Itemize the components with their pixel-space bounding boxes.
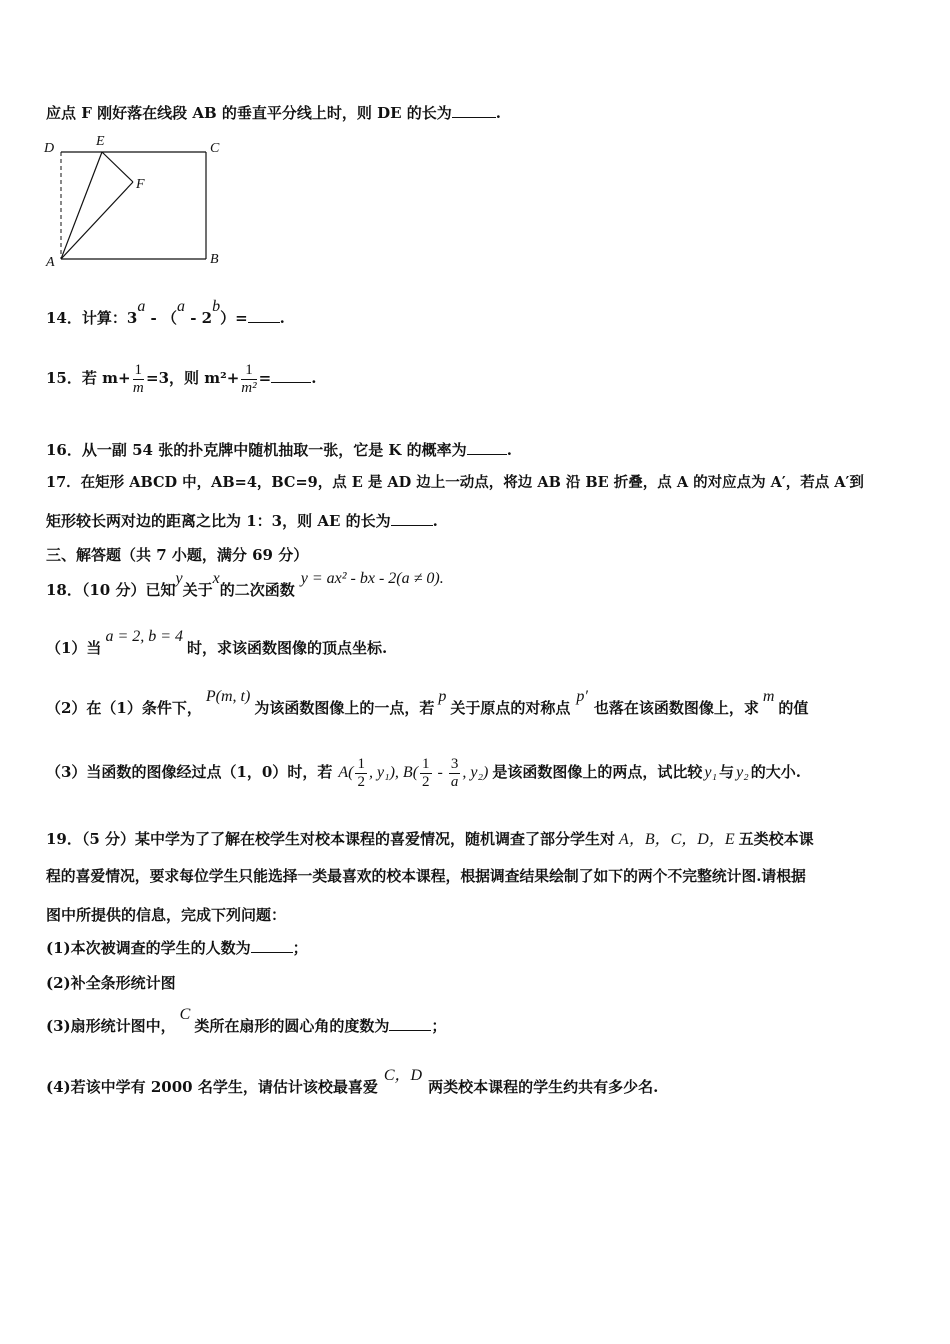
section-3-title: 三、解答题（共 7 小题，满分 69 分） — [46, 546, 309, 564]
q14-answer-blank[interactable] — [248, 308, 280, 323]
q19-line-2: 程的喜爱情况，要求每位学生只能选择一类最喜欢的校本课程，根据调查结果绘制了如下的两个不完整统计图.请根据 — [46, 868, 806, 885]
q15-fraction-2: $\frac{1}{\text{m²}}$ — [241, 361, 257, 396]
q18-fraction-a: $\frac{1}{2}$ — [357, 755, 365, 790]
q19-line-1: 19．（5 分）某中学为了了解在校学生对校本课程的喜爱情况，随机调查了部分学生对 A，B，C，D，E 五类校本课 — [46, 830, 814, 848]
label-a: A — [46, 255, 55, 270]
label-c: C — [210, 141, 220, 156]
q15-fraction-1: $\frac{1}{m}$ — [132, 361, 144, 396]
q13-answer-blank[interactable] — [452, 103, 496, 118]
q19-part-2: (2)补全条形统计图 — [46, 974, 176, 992]
q19-part-4: (4)若该中学有 2000 名学生，请估计该校最喜爱C，D两类校本课程的学生约共有多少名. — [46, 1067, 659, 1096]
q15-answer-blank[interactable] — [271, 368, 311, 383]
q14-line: 14．计算：3a - （a - 2b）= . — [46, 298, 285, 327]
q19-part-1: (1)本次被调查的学生的人数为 ； — [46, 939, 308, 957]
q18-fraction-b2: $\frac{3}{a}$ — [450, 755, 459, 790]
q19-line-3: 图中所提供的信息，完成下列问题： — [46, 906, 287, 924]
edge-af — [61, 182, 133, 259]
label-b: B — [210, 252, 219, 267]
q17-answer-blank[interactable] — [391, 511, 433, 526]
q15-line: 15．若 m+ $\frac{1}{m}$ =3，则 m²+ $\frac{1}{\text{m²}}$ = . — [46, 361, 317, 396]
q18-fraction-b1: $\frac{1}{2}$ — [422, 755, 430, 790]
edge-ef — [102, 152, 133, 182]
q19-p1-answer-blank[interactable] — [251, 938, 293, 953]
fold-line-ae — [61, 152, 102, 259]
q16-line: 16．从一副 54 张的扑克牌中随机抽取一张，它是 K 的概率为 . — [46, 441, 512, 459]
label-f: F — [136, 177, 145, 192]
q18-part-1: （1）当a = 2, b = 4时，求该函数图像的顶点坐标. — [46, 628, 388, 657]
rectangle-figure — [40, 130, 240, 270]
q19-p3-answer-blank[interactable] — [389, 1016, 431, 1031]
q18-part-2: （2）在（1）条件下，P(m, t)为该函数图像上的一点，若p关于原点的对称点p′也落在该函数图像上，求m的值 — [46, 688, 809, 717]
q13-text: 应点 F 刚好落在线段 AB 的垂直平分线上时，则 DE 的长为 — [46, 104, 452, 122]
q17-line-1: 17．在矩形 ABCD 中，AB=4，BC=9，点 E 是 AD 边上一动点，将边 AB 沿 BE 折叠，点 A 的对应点为 A′，若点 A′到 — [46, 474, 864, 491]
q19-part-3: (3)扇形统计图中，C类所在扇形的圆心角的度数为 ； — [46, 1006, 447, 1035]
q18-formula: y = ax² - bx - 2(a ≠ 0). — [300, 570, 444, 587]
label-e: E — [96, 134, 105, 149]
q18-stem: 18．（10 分）已知y关于x的二次函数y = ax² - bx - 2(a ≠ 0). — [46, 570, 444, 599]
q18-part-3: （3）当函数的图像经过点（1，0）时，若 A( $\frac{1}{2}$ , y₁), B( $\frac{1}{2}$ - $\frac{3}{a}$ , y₂) 是该函数图像上的两点，试比较 y₁ 与 y₂ 的大小. — [46, 755, 801, 790]
q16-answer-blank[interactable] — [467, 440, 507, 455]
q17-line-2: 矩形较长两对边的距离之比为 1：3，则 AE 的长为 . — [46, 512, 438, 530]
q13-line: 应点 F 刚好落在线段 AB 的垂直平分线上时，则 DE 的长为 . — [46, 104, 501, 122]
label-d: D — [44, 141, 55, 156]
